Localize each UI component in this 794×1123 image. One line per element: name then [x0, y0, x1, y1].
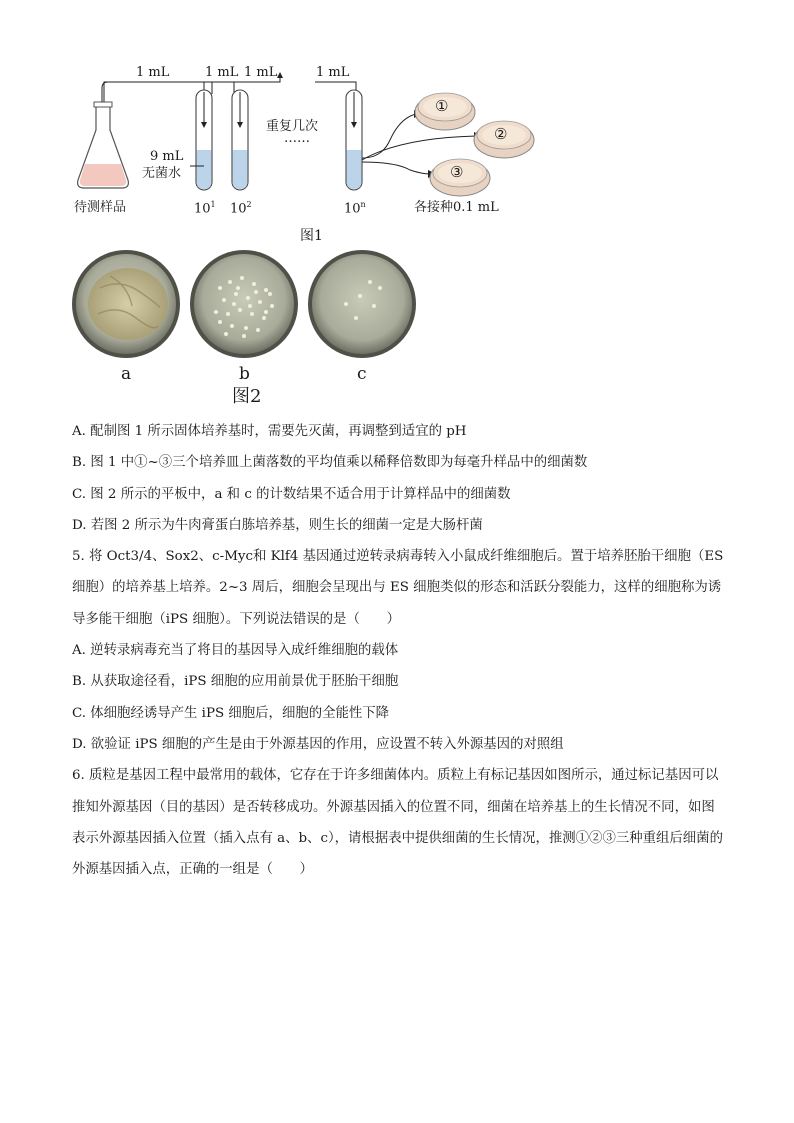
dilution-base-2: 10 [230, 201, 247, 217]
arrow-to-plate-1 [362, 114, 416, 158]
q6-stem: 6. 质粒是基因工程中最常用的载体，它存在于许多细菌体内。质粒上有标记基因如图所示，通过标记基因可以推知外源基因（目的基因）是否转移成功。外源基因插入的位置不同，细菌在培养基上的生长情况不同，如图表示外源基因插入位置（插入点有 a、b、c），请根据表中提供细菌的生长情况，推测①②③三种重组后细菌的外源基因插入点，正确的一组是（ ） [72, 768, 723, 878]
test-tube-2 [232, 90, 248, 190]
figure-1-caption: 图1 [300, 228, 323, 244]
plate-c [308, 250, 416, 358]
sample-label: 待测样品 [74, 200, 127, 215]
plate-label-a: a [121, 364, 132, 384]
transfer-volume-label-2: 1 mL [205, 65, 239, 80]
q5-stem: 5. 将 Oct3/4、Sox2、c-Myc和 Klf4 基因通过逆转录病毒转入小鼠成纤维细胞后。置于培养胚胎干细胞（ES 细胞）的培养基上培养。2~3 周后，细胞会呈现出与 ES 细胞类似的形态和活跃分裂能力，这样的细胞称为诱导多能干细胞（iPS 细胞）。下列说法错误的是（ ） [72, 549, 724, 627]
plate-number-1: ① [435, 97, 449, 115]
transfer-volume-label-3: 1 mL [244, 65, 278, 80]
arrow-to-plate-3 [362, 162, 430, 174]
q4-option-c: C. 图 2 所示的平板中，a 和 c 的计数结果不适合用于计算样品中的细菌数 [72, 486, 511, 502]
transfer-volume-label-4: 1 mL [316, 65, 350, 80]
plates-photo [70, 248, 430, 368]
q5-option-d: D. 欲验证 iPS 细胞的产生是由于外源基因的作用，应设置不转入外源基因的对照组 [72, 736, 564, 752]
figure-2-caption: 图2 [232, 386, 262, 407]
q4-option-a: A. 配制图 1 所示固体培养基时，需要先灭菌，再调整到适宜的 pH [72, 424, 467, 439]
plate-a [72, 250, 180, 358]
plate-label-b: b [239, 364, 250, 384]
arrow-head-icon [277, 72, 283, 78]
arrow-to-plate-2 [362, 136, 476, 160]
plate-b [190, 250, 298, 358]
water-volume-label: 9 mL [150, 149, 184, 164]
plate-label-c: c [357, 364, 367, 384]
dilution-label-n [344, 201, 366, 215]
dilution-label-1 [194, 201, 216, 215]
q4-option-b: B. 图 1 中①~③三个培养皿上菌落数的平均值乘以稀释倍数即为每毫升样品中的细菌数 [72, 455, 588, 471]
inoculate-label: 各接种0.1 mL [414, 200, 499, 215]
dilution-label-2 [230, 201, 252, 215]
plate-number-2: ② [494, 125, 508, 143]
q4-option-d: D. 若图 2 所示为牛肉膏蛋白胨培养基，则生长的细菌一定是大肠杆菌 [72, 517, 483, 533]
dilution-exp-n: n [360, 200, 366, 209]
transfer-volume-label-1: 1 mL [136, 65, 170, 80]
dilution-base-1: 10 [194, 201, 211, 217]
question-4-options [72, 416, 724, 885]
dilution-exp-2: 2 [246, 200, 252, 209]
q5-option-c: C. 体细胞经诱导产生 iPS 细胞后，细胞的全能性下降 [72, 705, 390, 721]
dilution-exp-1: 1 [210, 200, 216, 209]
test-tube-1 [196, 90, 212, 190]
repeat-label: 重复几次 [266, 119, 319, 134]
plate-number-3: ③ [450, 163, 464, 181]
sterile-water-label: 无菌水 [142, 166, 182, 181]
q5-option-a: A. 逆转录病毒充当了将目的基因导入成纤维细胞的载体 [72, 643, 399, 659]
q5-option-b: B. 从获取途径看，iPS 细胞的应用前景优于胚胎干细胞 [72, 674, 399, 690]
flask-icon [78, 82, 129, 188]
figure-1 [70, 58, 550, 244]
dots-label: …… [284, 131, 310, 146]
test-tube-n [346, 90, 362, 190]
dilution-base-n: 10 [344, 201, 361, 217]
